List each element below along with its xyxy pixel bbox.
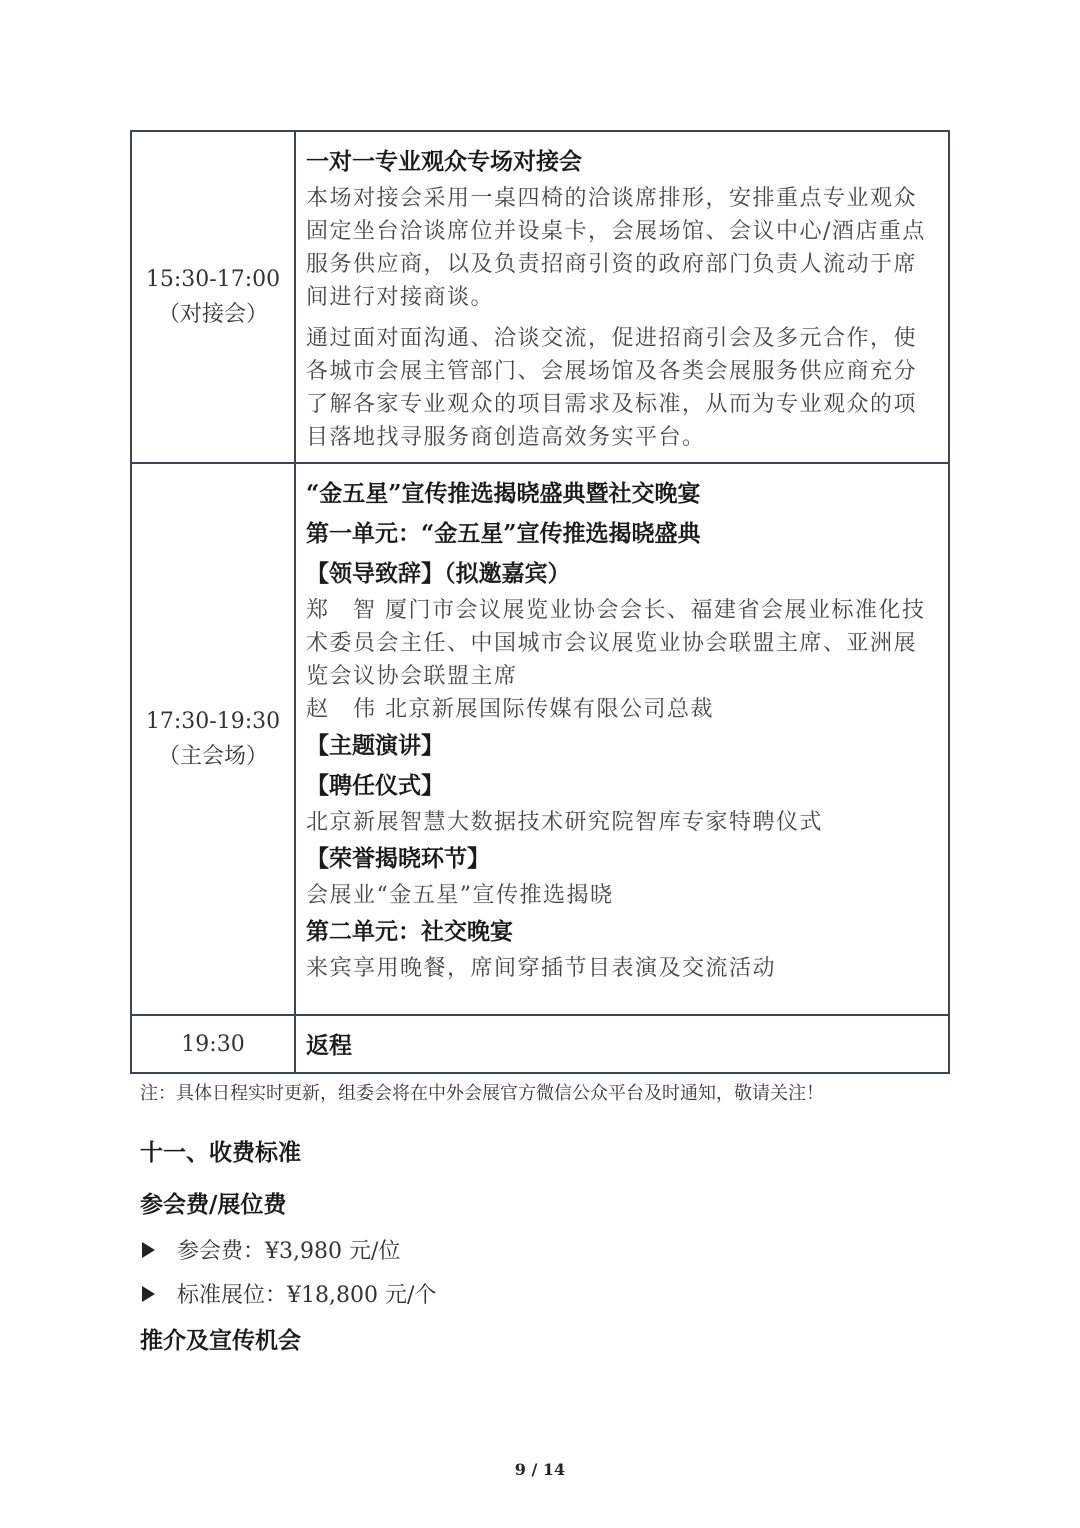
time-range: 15:30-17:00 [145, 267, 281, 292]
list-item [140, 1234, 400, 1265]
time-cell [131, 463, 295, 1015]
arrow-bullet-icon [142, 1242, 155, 1258]
content-cell [295, 131, 949, 463]
time-subtitle: （主会场） [157, 744, 268, 769]
session-paragraph: 通过面对面沟通、洽谈交流，促进招商引会及多元合作，使各城市会展主管部门、会展场馆及各类会展服务供应商充分了解各家专业观众的项目需求及标准，从而为专业观众的项目落地找寻服务商创造高效务实平台。 [306, 326, 918, 450]
time-subtitle: （对接会） [157, 302, 268, 327]
subsection-title: 参会费/展位费 [140, 1191, 287, 1218]
session-title: 一对一专业观众专场对接会 [306, 148, 582, 175]
schedule-row [131, 131, 949, 463]
arrow-bullet-icon [142, 1286, 155, 1302]
subsection-title: 推介及宣传机会 [140, 1327, 301, 1354]
schedule-note: 注：具体日程实时更新，组委会将在中外会展官方微信公众平台及时通知，敬请关注！ [140, 1083, 824, 1104]
schedule-row [131, 463, 949, 1015]
page-number: 9 / 14 [514, 1460, 566, 1479]
content-cell [295, 463, 949, 1015]
fee-item: 标准展位：¥18,800 元/个 [177, 1283, 437, 1308]
time-range: 17:30-19:30 [145, 709, 281, 734]
unit-text: 来宾享用晚餐，席间穿插节目表演及交流活动 [306, 956, 777, 981]
session-paragraph: 本场对接会采用一桌四椅的洽谈席排形，安排重点专业观众固定坐台洽谈席位并设桌卡，会展场馆、会议中心/酒店重点服务供应商，以及负责招商引资的政府部门负责人流动于席间进行对接商谈。 [306, 186, 926, 310]
appointment-heading: 【聘任仪式】 [306, 772, 444, 799]
honor-heading: 【荣誉揭晓环节】 [306, 845, 490, 872]
appointment-text: 北京新展智慧大数据技术研究院智库专家特聘仪式 [306, 810, 824, 835]
session-title: “金五星”宣传推选揭晓盛典暨社交晚宴 [306, 480, 701, 507]
session-title: 返程 [306, 1032, 352, 1059]
speaker-entry: 赵 伟 北京新展国际传媒有限公司总裁 [306, 697, 714, 722]
unit-heading: 第二单元：社交晚宴 [306, 918, 513, 945]
honor-text: 会展业“金五星”宣传推选揭晓 [306, 883, 614, 908]
keynote-heading: 【主题演讲】 [306, 732, 444, 759]
schedule-table [130, 130, 950, 1074]
time-range: 19:30 [181, 1031, 245, 1057]
unit-heading: 第一单元：“金五星”宣传推选揭晓盛典 [306, 520, 701, 547]
speaker-entry: 郑 智 厦门市会议展览业协会会长、福建省会展业标准化技术委员会主任、中国城市会议展览业协会联盟主席、亚洲展览会议协会联盟主席 [306, 598, 926, 689]
section-title: 十一、收费标准 [140, 1139, 301, 1166]
leader-speech-heading: 【领导致辞】（拟邀嘉宾） [306, 560, 571, 587]
list-item [140, 1278, 436, 1309]
schedule-row [131, 1015, 949, 1073]
time-cell [131, 131, 295, 463]
time-cell [131, 1015, 295, 1073]
content-cell [295, 1015, 949, 1073]
fee-item: 参会费：¥3,980 元/位 [177, 1239, 401, 1264]
